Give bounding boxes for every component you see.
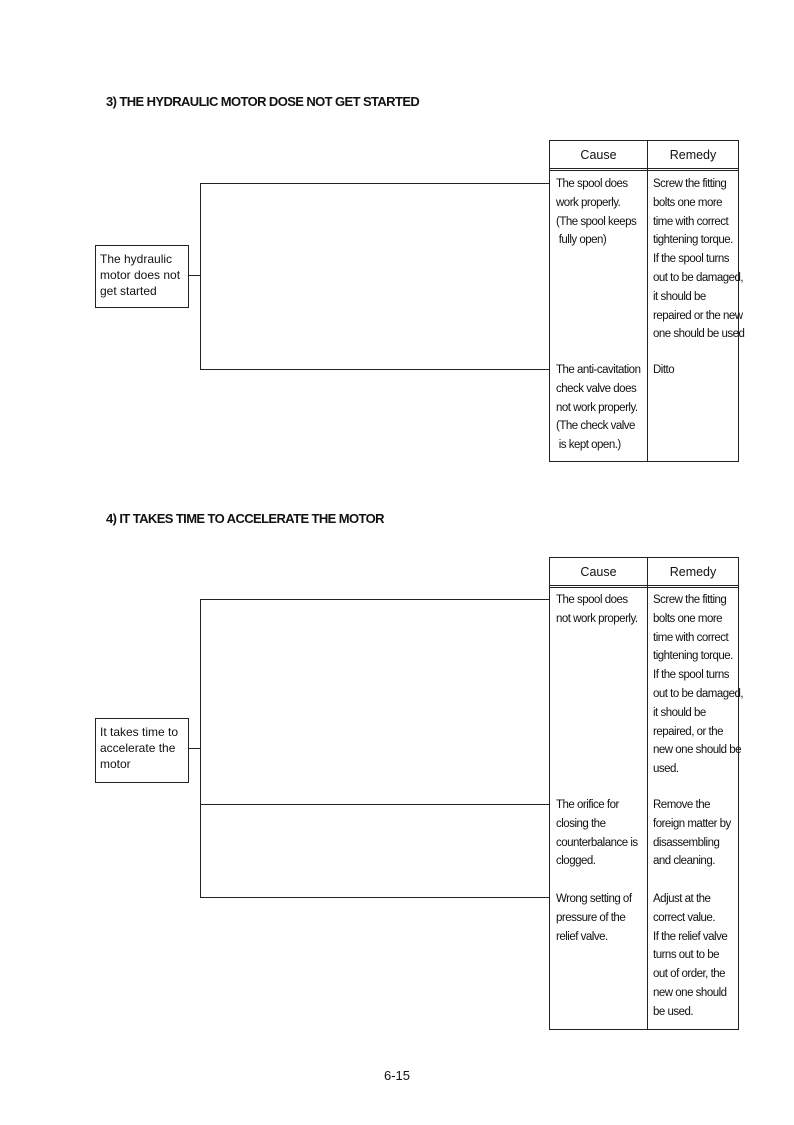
page-number: 6-15	[383, 1068, 411, 1083]
section-3-title: 3) THE HYDRAULIC MOTOR DOSE NOT GET STARTED	[106, 94, 420, 109]
cause-header: Cause	[580, 565, 617, 579]
cause-cell: The anti-cavitation check valve does not work properly. (The check valve is kept open.)	[556, 364, 641, 452]
connector-line	[200, 804, 549, 805]
cause-cell: The orifice for closing the counterbalance is clogged.	[556, 799, 638, 868]
remedy-cell: Ditto	[653, 364, 675, 376]
remedy-cell: Adjust at the correct value. If the relief valve turns out to be out of order, the new one should be used.	[653, 893, 728, 1018]
remedy-header: Remedy	[669, 148, 717, 162]
connector-line	[200, 183, 201, 369]
column-divider	[647, 558, 648, 1029]
symptom-box: It takes time to accelerate the motor	[95, 718, 189, 783]
cause-remedy-table	[549, 140, 745, 462]
remedy-cell: Screw the fitting bolts one more time with correct tightening torque. If the spool turns out to be damaged, it should be repaired, or the new one should be used.	[653, 594, 744, 776]
connector-line	[189, 748, 200, 749]
remedy-cell: Remove the foreign matter by disassembling and cleaning.	[653, 799, 731, 868]
column-divider	[647, 141, 648, 461]
cause-cell: The spool does not work properly.	[556, 594, 638, 625]
connector-line	[200, 183, 549, 184]
symptom-box: The hydraulic motor does not get started	[95, 245, 189, 308]
connector-line	[200, 897, 549, 898]
connector-line	[200, 599, 201, 897]
cause-remedy-table	[549, 557, 744, 1030]
section-4-title: 4) IT TAKES TIME TO ACCELERATE THE MOTOR	[106, 511, 384, 526]
cause-cell: Wrong setting of pressure of the relief valve.	[556, 893, 632, 943]
connector-line	[200, 369, 549, 370]
cause-header: Cause	[580, 148, 617, 162]
connector-line	[200, 599, 549, 600]
remedy-header: Remedy	[669, 565, 717, 579]
remedy-cell: Screw the fitting bolts one more time with correct tightening torque. If the spool turns out to be damaged, it should be repaired or the new one should be used	[653, 178, 745, 341]
connector-line	[189, 275, 200, 276]
cause-cell: The spool does work properly. (The spool keeps fully open)	[556, 178, 637, 247]
